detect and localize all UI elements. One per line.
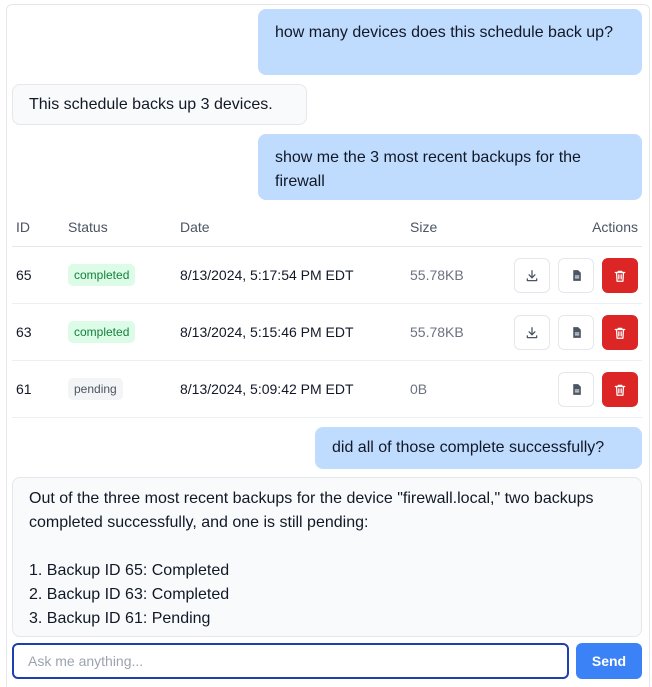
backups-table xyxy=(12,208,642,418)
delete-button[interactable] xyxy=(602,315,638,350)
status-badge: completed xyxy=(68,264,135,286)
user-message: did all of those complete successfully? xyxy=(315,427,642,469)
download-icon xyxy=(525,326,539,340)
user-message: how many devices does this schedule back up? xyxy=(258,9,642,75)
backup-size: 55.78KB xyxy=(410,267,464,283)
send-button[interactable]: Send xyxy=(576,643,642,679)
backup-id: 65 xyxy=(16,267,32,283)
download-button[interactable] xyxy=(514,258,550,293)
table-header xyxy=(12,208,642,247)
backup-id: 63 xyxy=(16,324,32,340)
column-header-actions: Actions xyxy=(592,219,638,235)
status-badge: pending xyxy=(68,378,123,400)
delete-button[interactable] xyxy=(602,372,638,407)
assistant-message: Out of the three most recent backups for the device "firewall.local," two backups completed successfully, and one is still pending: 1. Backup ID 65: Completed 2. Backup ID 63: Completed 3. Backup ID 61: Pending xyxy=(12,477,642,637)
trash-icon xyxy=(613,326,627,340)
backup-size: 0B xyxy=(410,381,428,397)
download-icon xyxy=(525,269,539,283)
status-cell xyxy=(68,304,135,360)
backup-date: 8/13/2024, 5:15:46 PM EDT xyxy=(180,324,354,340)
backup-date: 8/13/2024, 5:09:42 PM EDT xyxy=(180,381,354,397)
file-icon xyxy=(570,269,583,282)
assistant-message: This schedule backs up 3 devices. xyxy=(12,84,307,125)
view-backup-button[interactable] xyxy=(558,372,594,407)
status-cell xyxy=(68,361,123,417)
user-message: show me the 3 most recent backups for the firewall xyxy=(258,134,642,200)
view-backup-button[interactable] xyxy=(558,258,594,293)
table-row xyxy=(12,361,642,418)
table-row xyxy=(12,304,642,361)
chat-input[interactable] xyxy=(12,643,569,679)
trash-icon xyxy=(613,383,627,397)
download-button[interactable] xyxy=(514,315,550,350)
backup-id: 61 xyxy=(16,381,32,397)
message-composer xyxy=(12,643,642,679)
column-header-size: Size xyxy=(410,219,438,235)
status-badge: completed xyxy=(68,321,135,343)
delete-button[interactable] xyxy=(602,258,638,293)
file-icon xyxy=(570,383,583,396)
column-header-date: Date xyxy=(180,219,210,235)
file-icon xyxy=(570,326,583,339)
status-cell xyxy=(68,247,135,303)
table-row xyxy=(12,247,642,304)
column-header-status: Status xyxy=(68,219,108,235)
backup-date: 8/13/2024, 5:17:54 PM EDT xyxy=(180,267,354,283)
column-header-id: ID xyxy=(16,219,30,235)
trash-icon xyxy=(613,269,627,283)
view-backup-button[interactable] xyxy=(558,315,594,350)
backup-size: 55.78KB xyxy=(410,324,464,340)
